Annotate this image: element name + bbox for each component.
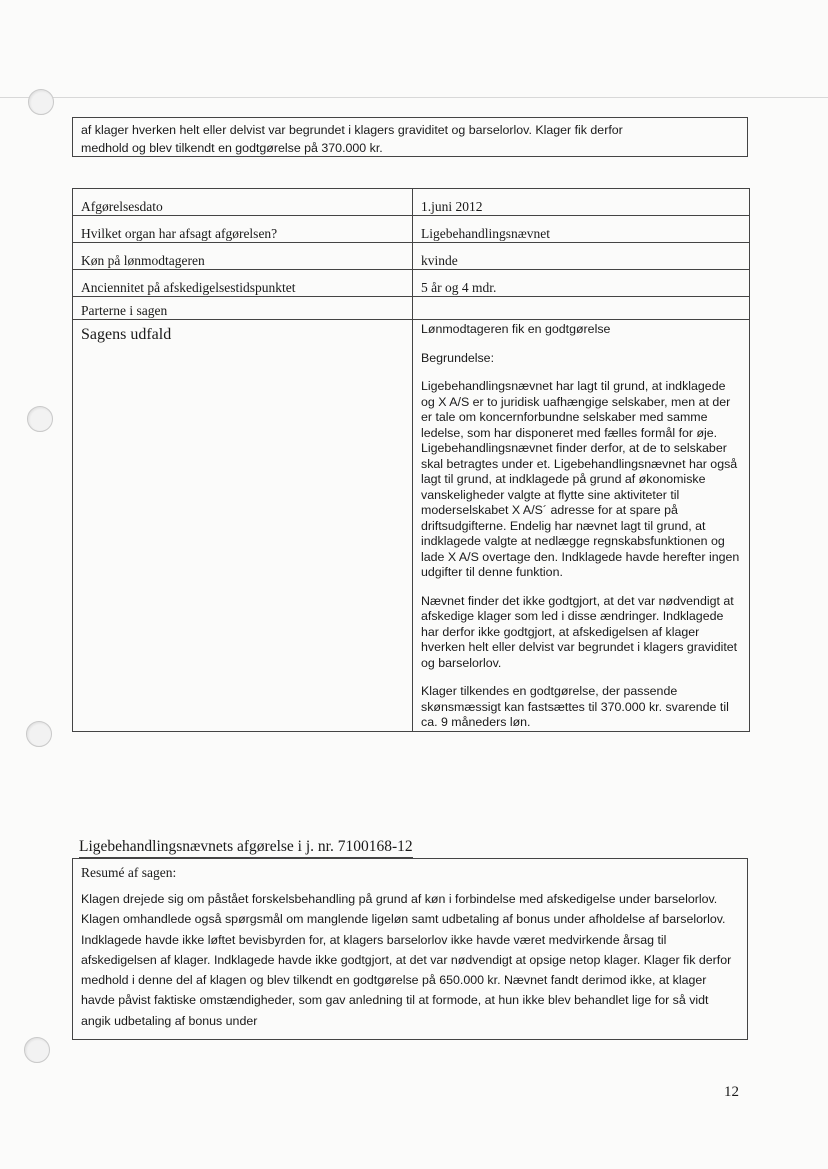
binder-hole [24,1037,50,1063]
binder-hole [27,406,53,432]
case-summary-box [72,858,748,1040]
fact-row-outcome [73,320,750,732]
scan-edge-line [0,97,828,98]
conclusion-line-2: medhold og blev tilkendt en godtgørelse på 370.000 kr. [81,141,383,155]
fact-row-decision-date [73,189,750,216]
binder-hole [28,89,54,115]
outcome-result: Lønmodtageren fik en godtgørelse [421,322,611,336]
fact-label: Køn på lønmodtageren [73,243,413,270]
fact-value: 5 år og 4 mdr. [413,270,750,297]
fact-row-authority [73,216,750,243]
outcome-paragraph: Ligebehandlingsnævnet har lagt til grund, at indklagede og X A/S er to juridisk uafhængige selskaber, men at der er tale om koncernforbundne selskaber med samme ledelse, som har disponeret med fælles formål for øje. Ligebehandlingsnævnet finder derfor, at de to selskaber skal betragtes under et. Ligebehandlingsnævnet har også lagt til grund, at indklagede på grund af økonomiske vanskeligheder valgte at flytte sine aktiviteter til moderselskabet X A/S´ adresse for at spare på driftsudgifterne. Endelig har nævnet lagt til grund, at indklagede valgte at nedlægge regnskabsfunktionen og lade X A/S overtage den. Indklagede havde herefter ingen udgifter til denne funktion. [421,379,740,579]
fact-value: 1.juni 2012 [413,189,750,216]
conclusion-line-1: af klager hverken helt eller delvist var begrundet i klagers graviditet og barselorlov. Klager fik derfor [81,123,623,137]
summary-text: Klagen drejede sig om påstået forskelsbehandling på grund af køn i forbindelse med afskedigelse under barselorlov. Klagen omhandlede også spørgsmål om manglende ligeløn samt udbetaling af bonus under afholdelse af barselorlov. Indklagede havde ikke løftet bevisbyrden for, at klagers barselorlov ikke havde været medvirkende årsag til afskedigelsen af klager. Indklagede havde ikke godtgjort, at det var nødvendigt at opsige netop klager. Klager fik derfor medhold i denne del af klagen og blev tilkendt en godtgørelse på 650.000 kr. Nævnet fandt derimod ikke, at klager havde påvist faktiske omstændigheder, som gav anledning til at formode, at hun ikke blev behandlet lige for så vidt angik udbetaling af bonus under [81,892,732,1028]
fact-row-parties [73,297,750,320]
outcome-paragraph: Nævnet finder det ikke godtgjort, at det var nødvendigt at afskedige klager som led i disse ændringer. Indklagede har derfor ikke godtgjort, at afskedigelsen af klager hverken helt eller delvist var begrundet i klagers graviditet og barselorlov. [421,593,738,670]
outcome-body [421,320,741,731]
fact-value [413,297,750,320]
outcome-heading: Begrundelse: [421,350,495,365]
page-number: 12 [724,1084,739,1100]
fact-row-seniority [73,270,750,297]
binder-hole [26,721,52,747]
previous-case-conclusion-box [72,117,748,157]
fact-label: Hvilket organ har afsagt afgørelsen? [73,216,413,243]
fact-row-gender [73,243,750,270]
fact-value: Ligebehandlingsnævnet [413,216,750,243]
summary-label: Resumé af sagen: [81,865,177,880]
case-facts-table [72,188,750,732]
outcome-label: Sagens udfald [81,326,172,343]
section-title: Ligebehandlingsnævnets afgørelse i j. nr. 7100168-12 [79,838,413,858]
fact-label: Anciennitet på afskedigelsestidspunktet [73,270,413,297]
fact-value: kvinde [413,243,750,270]
fact-label: Parterne i sagen [73,297,413,320]
outcome-paragraph: Klager tilkendes en godtgørelse, der passende skønsmæssigt kan fastsættes til 370.000 kr. svarende til ca. 9 måneders løn. [421,684,729,729]
fact-label: Afgørelsesdato [73,189,413,216]
